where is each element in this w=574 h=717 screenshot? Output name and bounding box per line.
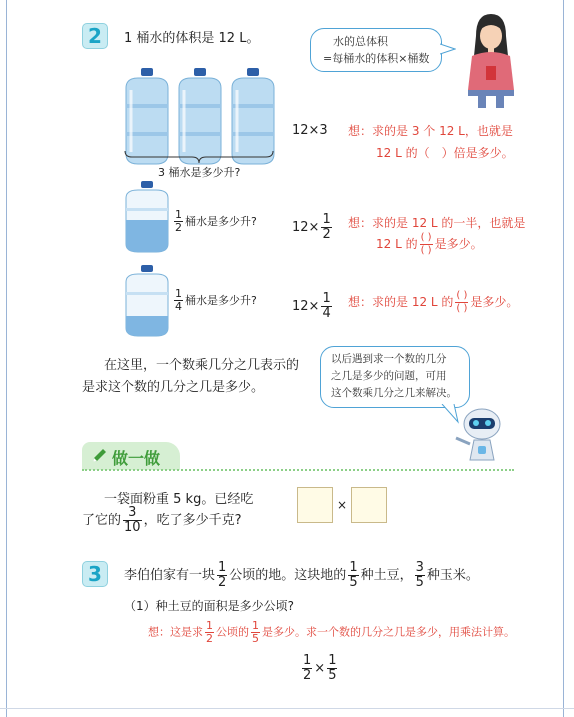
fraction (348, 561, 358, 590)
row3-think (348, 290, 518, 315)
speech-bubble-girl (310, 28, 442, 72)
fraction (321, 292, 331, 321)
times-sign: × (314, 661, 326, 676)
row2-think-line2 (376, 232, 483, 257)
fraction-denominator: 10 (124, 520, 141, 535)
fraction (251, 620, 260, 645)
statement-text: 李伯伯家有一块 (124, 568, 216, 583)
page-border-right (563, 0, 564, 717)
answer-box-1[interactable] (297, 487, 333, 523)
question-text: ，吃了多少千克? (143, 513, 242, 528)
fraction-denominator: 4 (322, 306, 331, 321)
speech-bubble-robot (320, 346, 470, 408)
blank-fraction (455, 290, 468, 315)
fraction-denominator: 2 (175, 221, 182, 234)
times-sign: × (337, 498, 348, 512)
statement-text: 公顷的地。这块地的 (229, 568, 347, 583)
bubble-line: 水的总体积 (333, 35, 388, 48)
fraction-numerator: 1 (303, 653, 312, 668)
expr-text: 12× (292, 220, 320, 235)
example3-statement (124, 561, 479, 590)
fraction-numerator: 1 (252, 619, 259, 632)
page-border-left (6, 0, 7, 717)
fraction (415, 561, 425, 590)
row3-expression (292, 292, 334, 321)
answer-expression (300, 654, 339, 683)
fraction-denominator: 2 (322, 227, 331, 242)
fraction-numerator: 1 (175, 208, 182, 221)
bubble-line: 这个数乘几分之几来解决。 (331, 387, 457, 399)
fraction-denominator: 4 (175, 300, 182, 313)
blank-fraction (420, 232, 433, 257)
fraction (174, 209, 183, 234)
example-intro: 1 桶水的体积是 12 L。 (124, 31, 260, 46)
practice-divider (82, 469, 514, 471)
fraction-numerator: 1 (328, 653, 337, 668)
row1-expression: 12×3 (292, 123, 328, 138)
row2-question-text: 桶水是多少升? (185, 215, 257, 228)
think-text: 是多少。 (470, 295, 519, 309)
row3-question-text: 桶水是多少升? (185, 294, 257, 307)
fraction (174, 288, 183, 313)
summary-line2: 是求这个数的几分之几是多少。 (82, 380, 265, 395)
practice-question-line2 (82, 506, 241, 535)
row1-think-line1: 想：求的是 3 个 12 L，也就是 (348, 124, 513, 138)
fraction-denominator: 5 (349, 575, 358, 590)
fraction-numerator: 1 (218, 560, 227, 575)
page-border-bottom (0, 708, 574, 709)
bubble-line: =每桶水的体积×桶数 (323, 52, 430, 65)
robot-illustration (452, 404, 508, 466)
fraction-denominator: 2 (218, 575, 227, 590)
question-text: 了它的 (82, 513, 122, 528)
fraction-denominator: 5 (252, 632, 259, 645)
bubble-line: 以后遇到求一个数的几分 (331, 353, 447, 365)
fraction-denominator: 5 (415, 575, 424, 590)
fraction-numerator: 1 (349, 560, 358, 575)
practice-title: 做一做 (112, 449, 161, 468)
row2-expression (292, 213, 334, 242)
bubble-tail (440, 42, 456, 56)
think-text: 公顷的 (216, 625, 249, 639)
row3-question (172, 288, 257, 313)
pencil-icon (90, 447, 108, 465)
quarter-water-bottle (118, 264, 176, 338)
row1-caption: 3 桶水是多少升? (158, 166, 241, 179)
think-text: 是多少。 (434, 237, 483, 251)
statement-text: 种土豆， (360, 568, 413, 583)
fraction-numerator: 1 (322, 291, 331, 306)
row2-think-line1: 想：求的是 12 L 的一半，也就是 (348, 216, 526, 230)
statement-text: 种玉米。 (426, 568, 479, 583)
practice-question-line1: 一袋面粉重 5 kg。已经吃 (104, 492, 254, 507)
example-number-badge: 2 (82, 23, 108, 49)
example-number-badge: 3 (82, 561, 108, 587)
fraction (302, 654, 312, 683)
summary-line1: 在这里，一个数乘几分之几表示的 (104, 358, 300, 373)
fraction-denominator: 2 (303, 668, 312, 683)
row2-question (172, 209, 257, 234)
fraction-numerator: 3 (128, 505, 137, 520)
think-text: 12 L 的 (376, 237, 418, 251)
think-text: 想：求的是 12 L 的 (348, 295, 454, 309)
question-1: （1）种土豆的面积是多少公顷? (124, 599, 295, 613)
girl-illustration (462, 10, 520, 110)
fraction (123, 506, 142, 535)
fraction (327, 654, 337, 683)
fraction-denominator: ( ) (456, 303, 468, 314)
example3-think (148, 620, 515, 645)
fraction-denominator: 5 (328, 668, 337, 683)
think-text: 想：这是求 (148, 625, 203, 639)
fraction-numerator: 3 (415, 560, 424, 575)
fraction-denominator: ( ) (420, 245, 432, 256)
brace-bracket (124, 150, 274, 164)
fraction (321, 213, 331, 242)
expr-text: 12× (292, 299, 320, 314)
answer-box-2[interactable] (351, 487, 387, 523)
fraction-numerator: ( ) (420, 232, 432, 243)
fraction-numerator: ( ) (456, 290, 468, 301)
fraction-numerator: 1 (175, 287, 182, 300)
fraction-numerator: 1 (206, 619, 213, 632)
think-text: 是多少。求一个数的几分之几是多少，用乘法计算。 (262, 625, 515, 639)
fraction-numerator: 1 (322, 212, 331, 227)
fraction-denominator: 2 (206, 632, 213, 645)
fraction (205, 620, 214, 645)
row1-think-line2: 12 L 的（ ）倍是多少。 (376, 146, 514, 160)
half-water-bottle (118, 180, 176, 254)
fraction (217, 561, 227, 590)
bubble-line: 之几是多少的问题，可用 (331, 370, 447, 382)
